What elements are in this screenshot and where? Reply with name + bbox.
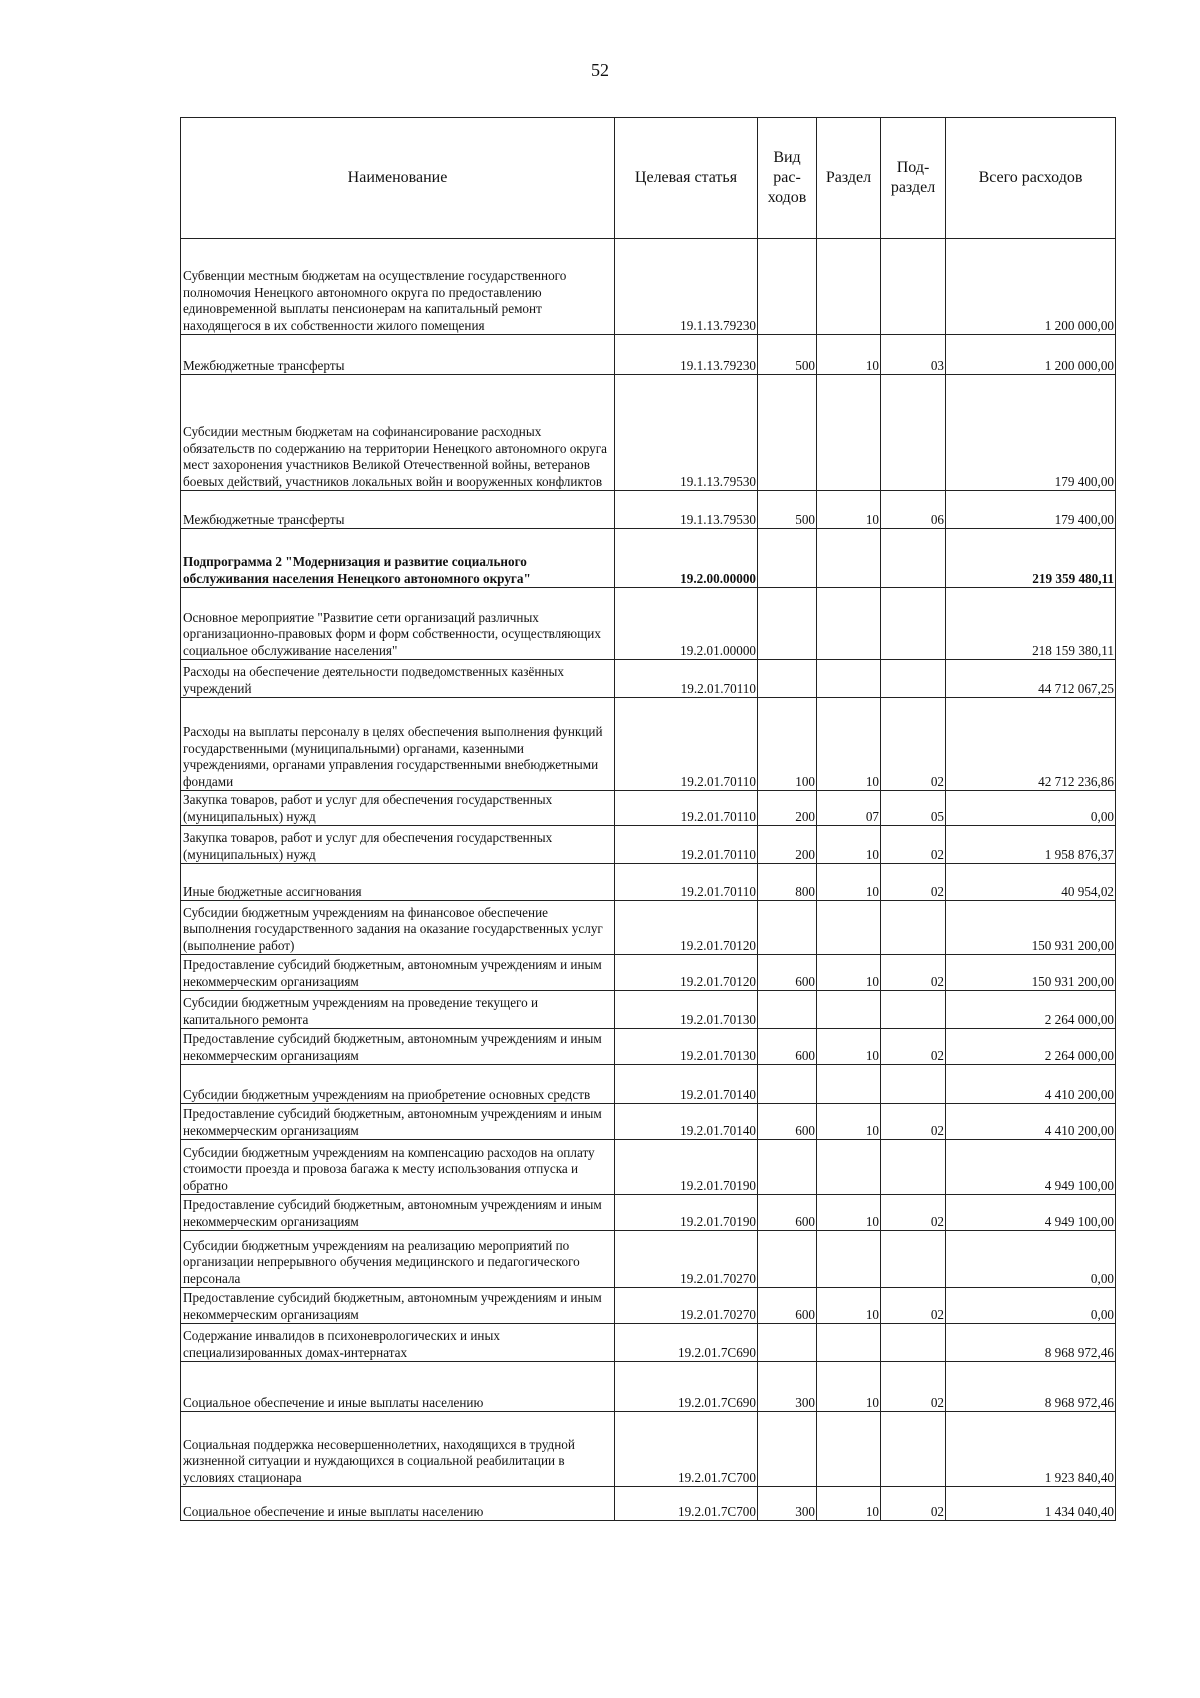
row-name: Субсидии бюджетным учреждениям на реализацию мероприятий по организации непрерывного обучения медицинского и педагогического персонала: [181, 1231, 615, 1288]
table-row: [181, 239, 1116, 335]
row-target-article: 19.2.01.70190: [615, 1140, 758, 1195]
row-total: 150 931 200,00: [946, 901, 1116, 955]
header-subsection: Под-раздел: [881, 118, 946, 239]
table-row: [181, 335, 1116, 375]
row-target-article: 19.1.13.79530: [615, 491, 758, 529]
row-subsection: 02: [881, 1487, 946, 1521]
row-name: Предоставление субсидий бюджетным, автономным учреждениям и иным некоммерческим организациям: [181, 1029, 615, 1065]
row-subsection: 05: [881, 791, 946, 826]
row-total: 42 712 236,86: [946, 698, 1116, 791]
row-name: Предоставление субсидий бюджетным, автономным учреждениям и иным некоммерческим организациям: [181, 1288, 615, 1324]
row-name: Социальное обеспечение и иные выплаты населению: [181, 1487, 615, 1521]
row-target-article: 19.2.01.70140: [615, 1104, 758, 1140]
row-subsection: 02: [881, 955, 946, 991]
table-row: [181, 1231, 1116, 1288]
row-target-article: 19.2.01.70190: [615, 1195, 758, 1231]
row-expense-type: [758, 375, 817, 491]
row-expense-type: 600: [758, 1029, 817, 1065]
table-row: [181, 864, 1116, 901]
row-target-article: 19.2.01.70120: [615, 955, 758, 991]
row-section: [817, 660, 881, 698]
row-section: 10: [817, 1195, 881, 1231]
row-total: 1 200 000,00: [946, 335, 1116, 375]
table-row: [181, 529, 1116, 588]
row-target-article: 19.2.01.7С690: [615, 1324, 758, 1362]
row-name: Предоставление субсидий бюджетным, автономным учреждениям и иным некоммерческим организациям: [181, 955, 615, 991]
table-row: [181, 901, 1116, 955]
table-row: [181, 375, 1116, 491]
row-expense-type: [758, 1231, 817, 1288]
row-target-article: 19.2.01.70140: [615, 1065, 758, 1104]
row-expense-type: [758, 1324, 817, 1362]
row-target-article: 19.2.01.70120: [615, 901, 758, 955]
row-subsection: [881, 1324, 946, 1362]
table-row: [181, 1288, 1116, 1324]
row-subsection: 02: [881, 1362, 946, 1412]
row-subsection: 02: [881, 826, 946, 864]
row-total: 1 958 876,37: [946, 826, 1116, 864]
row-section: 10: [817, 1487, 881, 1521]
row-subsection: 02: [881, 1195, 946, 1231]
row-total: 2 264 000,00: [946, 991, 1116, 1029]
row-subsection: [881, 991, 946, 1029]
row-section: 10: [817, 1362, 881, 1412]
table-row: [181, 1029, 1116, 1065]
row-section: 10: [817, 864, 881, 901]
row-name: Субсидии бюджетным учреждениям на проведение текущего и капитального ремонта: [181, 991, 615, 1029]
row-name: Предоставление субсидий бюджетным, автономным учреждениям и иным некоммерческим организациям: [181, 1104, 615, 1140]
row-total: 8 968 972,46: [946, 1324, 1116, 1362]
row-target-article: 19.2.01.70270: [615, 1288, 758, 1324]
row-section: 10: [817, 1104, 881, 1140]
row-name: Содержание инвалидов в психоневрологических и иных специализированных домах-интернатах: [181, 1324, 615, 1362]
row-subsection: 02: [881, 698, 946, 791]
row-expense-type: 600: [758, 1195, 817, 1231]
row-expense-type: 600: [758, 1104, 817, 1140]
row-name: Иные бюджетные ассигнования: [181, 864, 615, 901]
row-total: 2 264 000,00: [946, 1029, 1116, 1065]
row-expense-type: 500: [758, 491, 817, 529]
row-expense-type: 300: [758, 1362, 817, 1412]
row-name: Расходы на выплаты персоналу в целях обеспечения выполнения функций государственными (муниципальными) органами, казенными учреждениями, органами управления государственными внебюджетными фондами: [181, 698, 615, 791]
row-name: Субвенции местным бюджетам на осуществление государственного полномочия Ненецкого автономного округа по предоставлению единовременной выплаты пенсионерам на капитальный ремонт находящегося в их собственности жилого помещения: [181, 239, 615, 335]
row-section: 10: [817, 698, 881, 791]
row-subsection: [881, 1231, 946, 1288]
row-total: 0,00: [946, 1288, 1116, 1324]
table-row: [181, 955, 1116, 991]
row-name: Субсидии местным бюджетам на софинансирование расходных обязательств по содержанию на территории Ненецкого автономного округа мест захоронения участников Великой Отечественной войны, ветеранов боевых действий, участников локальных войн и вооруженных конфликтов: [181, 375, 615, 491]
header-section: Раздел: [817, 118, 881, 239]
row-total: 1 434 040,40: [946, 1487, 1116, 1521]
row-total: 179 400,00: [946, 491, 1116, 529]
row-subsection: 02: [881, 1029, 946, 1065]
row-section: [817, 1140, 881, 1195]
row-subsection: [881, 1412, 946, 1487]
table-row: [181, 991, 1116, 1029]
row-target-article: 19.2.01.70130: [615, 991, 758, 1029]
row-expense-type: 600: [758, 955, 817, 991]
row-target-article: 19.2.01.70110: [615, 698, 758, 791]
row-expense-type: [758, 901, 817, 955]
row-total: 4 410 200,00: [946, 1104, 1116, 1140]
row-expense-type: [758, 991, 817, 1029]
row-total: 1 200 000,00: [946, 239, 1116, 335]
row-subsection: 02: [881, 1288, 946, 1324]
row-section: [817, 991, 881, 1029]
table-row: [181, 826, 1116, 864]
table-row: [181, 698, 1116, 791]
row-subsection: 02: [881, 1104, 946, 1140]
row-section: 10: [817, 955, 881, 991]
header-name: Наименование: [181, 118, 615, 239]
table-row: [181, 588, 1116, 660]
row-total: 4 410 200,00: [946, 1065, 1116, 1104]
row-total: 8 968 972,46: [946, 1362, 1116, 1412]
row-subsection: 06: [881, 491, 946, 529]
row-name: Межбюджетные трансферты: [181, 491, 615, 529]
row-section: [817, 1231, 881, 1288]
row-subsection: [881, 1140, 946, 1195]
row-total: 218 159 380,11: [946, 588, 1116, 660]
row-name: Подпрограмма 2 "Модернизация и развитие социального обслуживания населения Ненецкого автономного округа": [181, 529, 615, 588]
row-name: Межбюджетные трансферты: [181, 335, 615, 375]
row-target-article: 19.2.00.00000: [615, 529, 758, 588]
row-target-article: 19.1.13.79530: [615, 375, 758, 491]
row-name: Субсидии бюджетным учреждениям на компенсацию расходов на оплату стоимости проезда и провоза багажа к месту использования отпуска и обратно: [181, 1140, 615, 1195]
table-row: [181, 1065, 1116, 1104]
row-target-article: 19.2.01.70270: [615, 1231, 758, 1288]
row-name: Закупка товаров, работ и услуг для обеспечения государственных (муниципальных) нужд: [181, 826, 615, 864]
table-row: [181, 1104, 1116, 1140]
row-target-article: 19.1.13.79230: [615, 239, 758, 335]
row-total: 4 949 100,00: [946, 1195, 1116, 1231]
table-row: [181, 491, 1116, 529]
row-target-article: 19.2.01.70130: [615, 1029, 758, 1065]
row-target-article: 19.2.01.7С700: [615, 1487, 758, 1521]
row-section: [817, 375, 881, 491]
row-section: [817, 1065, 881, 1104]
table-row: [181, 1140, 1116, 1195]
table-row: [181, 791, 1116, 826]
table-row: [181, 1362, 1116, 1412]
row-total: 40 954,02: [946, 864, 1116, 901]
row-name: Социальная поддержка несовершеннолетних, находящихся в трудной жизненной ситуации и нуждающихся в социальной реабилитации в условиях стационара: [181, 1412, 615, 1487]
row-subsection: [881, 529, 946, 588]
row-expense-type: 800: [758, 864, 817, 901]
row-target-article: 19.2.01.70110: [615, 660, 758, 698]
row-section: 10: [817, 335, 881, 375]
row-section: 07: [817, 791, 881, 826]
row-target-article: 19.1.13.79230: [615, 335, 758, 375]
row-section: [817, 1324, 881, 1362]
row-subsection: [881, 375, 946, 491]
row-expense-type: 200: [758, 826, 817, 864]
row-target-article: 19.2.01.7С700: [615, 1412, 758, 1487]
table-row: [181, 1324, 1116, 1362]
row-subsection: [881, 901, 946, 955]
row-expense-type: 500: [758, 335, 817, 375]
row-total: 44 712 067,25: [946, 660, 1116, 698]
row-expense-type: [758, 588, 817, 660]
row-subsection: [881, 660, 946, 698]
row-target-article: 19.2.01.7С690: [615, 1362, 758, 1412]
row-section: 10: [817, 826, 881, 864]
row-section: [817, 901, 881, 955]
row-expense-type: 200: [758, 791, 817, 826]
row-total: 1 923 840,40: [946, 1412, 1116, 1487]
row-name: Основное мероприятие "Развитие сети организаций различных организационно-правовых форм и форм собственности, осуществляющих социальное обслуживание населения": [181, 588, 615, 660]
header-target-article: Целевая статья: [615, 118, 758, 239]
row-section: [817, 1412, 881, 1487]
row-section: 10: [817, 491, 881, 529]
row-expense-type: 300: [758, 1487, 817, 1521]
table-row: [181, 1195, 1116, 1231]
row-name: Субсидии бюджетным учреждениям на финансовое обеспечение выполнения государственного задания на оказание государственных услуг (выполнение работ): [181, 901, 615, 955]
table-row: [181, 1412, 1116, 1487]
row-name: Предоставление субсидий бюджетным, автономным учреждениям и иным некоммерческим организациям: [181, 1195, 615, 1231]
row-target-article: 19.2.01.70110: [615, 791, 758, 826]
row-subsection: 02: [881, 864, 946, 901]
row-expense-type: [758, 1065, 817, 1104]
row-total: 4 949 100,00: [946, 1140, 1116, 1195]
row-expense-type: [758, 239, 817, 335]
row-subsection: [881, 1065, 946, 1104]
page-number: 52: [591, 60, 609, 80]
row-name: Субсидии бюджетным учреждениям на приобретение основных средств: [181, 1065, 615, 1104]
row-name: Расходы на обеспечение деятельности подведомственных казённых учреждений: [181, 660, 615, 698]
row-section: [817, 529, 881, 588]
row-target-article: 19.2.01.00000: [615, 588, 758, 660]
row-section: 10: [817, 1029, 881, 1065]
row-expense-type: 100: [758, 698, 817, 791]
header-expense-type: Вид рас-ходов: [758, 118, 817, 239]
table-row: [181, 660, 1116, 698]
row-total: 219 359 480,11: [946, 529, 1116, 588]
row-target-article: 19.2.01.70110: [615, 826, 758, 864]
row-section: [817, 588, 881, 660]
row-expense-type: [758, 660, 817, 698]
row-name: Закупка товаров, работ и услуг для обеспечения государственных (муниципальных) нужд: [181, 791, 615, 826]
row-subsection: [881, 239, 946, 335]
row-expense-type: [758, 1140, 817, 1195]
row-subsection: 03: [881, 335, 946, 375]
row-total: 179 400,00: [946, 375, 1116, 491]
row-total: 0,00: [946, 1231, 1116, 1288]
row-section: [817, 239, 881, 335]
budget-table: [180, 117, 1116, 1521]
header-total-expenses: Всего расходов: [946, 118, 1116, 239]
row-total: 150 931 200,00: [946, 955, 1116, 991]
row-section: 10: [817, 1288, 881, 1324]
table-header-row: [181, 118, 1116, 239]
row-expense-type: 600: [758, 1288, 817, 1324]
row-target-article: 19.2.01.70110: [615, 864, 758, 901]
row-expense-type: [758, 529, 817, 588]
table-row: [181, 1487, 1116, 1521]
row-total: 0,00: [946, 791, 1116, 826]
row-subsection: [881, 588, 946, 660]
row-name: Социальное обеспечение и иные выплаты населению: [181, 1362, 615, 1412]
row-expense-type: [758, 1412, 817, 1487]
